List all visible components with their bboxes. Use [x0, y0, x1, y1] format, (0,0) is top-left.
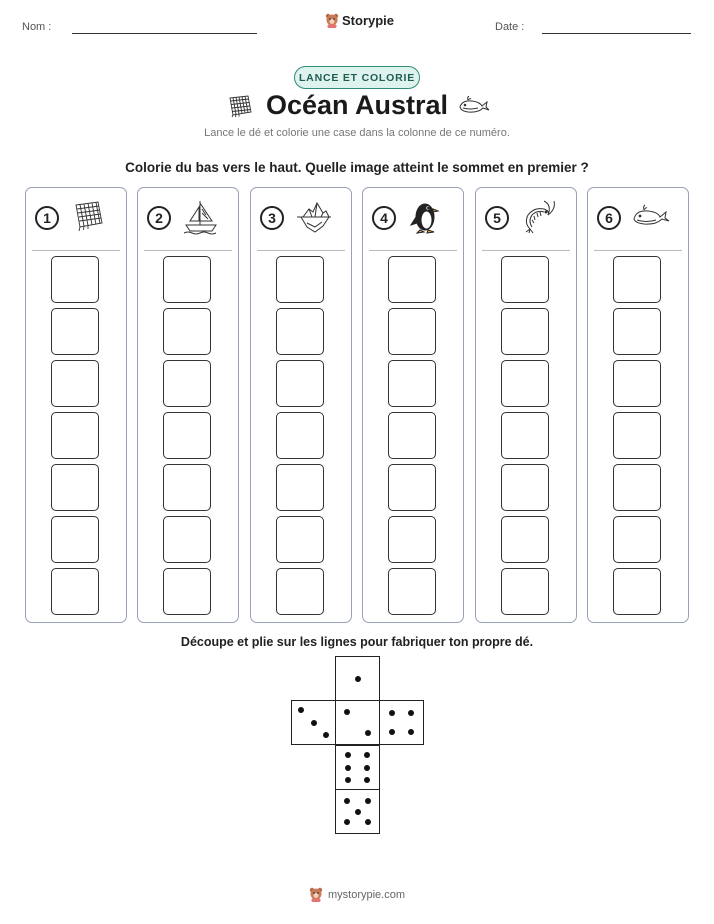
whale-icon [632, 199, 670, 237]
color-box[interactable] [613, 412, 661, 459]
date-label: Date : [495, 21, 525, 33]
color-box[interactable] [51, 412, 99, 459]
color-box[interactable] [276, 308, 324, 355]
column-number: 2 [147, 206, 171, 230]
sailboat-icon [182, 199, 220, 237]
die-pip [355, 809, 361, 815]
penguin-icon [407, 199, 445, 237]
color-box[interactable] [501, 360, 549, 407]
dice-column-1 [25, 187, 127, 623]
bear-logo-icon [325, 13, 339, 28]
color-box[interactable] [51, 516, 99, 563]
color-box[interactable] [51, 360, 99, 407]
color-box[interactable] [276, 568, 324, 615]
shrimp-icon [520, 199, 558, 237]
die-face-6 [335, 745, 380, 790]
color-box[interactable] [613, 360, 661, 407]
color-box[interactable] [613, 308, 661, 355]
color-box[interactable] [163, 308, 211, 355]
color-box[interactable] [276, 256, 324, 303]
fishing-net-icon [70, 199, 108, 237]
die-pip [298, 707, 304, 713]
logo [325, 13, 394, 28]
die-pip [345, 777, 351, 783]
color-box[interactable] [163, 464, 211, 511]
die-pip [408, 729, 414, 735]
die-face-1 [335, 656, 380, 701]
footer [0, 887, 714, 902]
die-pip [365, 730, 371, 736]
column-divider [32, 250, 120, 251]
column-divider [482, 250, 570, 251]
color-box[interactable] [51, 568, 99, 615]
die-instruction: Découpe et plie sur les lignes pour fabriquer ton propre dé. [180, 635, 534, 649]
name-label: Nom : [22, 21, 52, 33]
color-box[interactable] [163, 412, 211, 459]
date-line [542, 33, 691, 34]
column-number: 5 [485, 206, 509, 230]
color-box[interactable] [613, 568, 661, 615]
color-box[interactable] [613, 464, 661, 511]
color-box[interactable] [613, 516, 661, 563]
color-box[interactable] [388, 516, 436, 563]
die-face-5 [335, 789, 380, 834]
dice-column-5 [475, 187, 577, 623]
die-pip [364, 777, 370, 783]
color-box[interactable] [501, 256, 549, 303]
color-box[interactable] [51, 256, 99, 303]
column-number: 3 [260, 206, 284, 230]
die-pip [345, 765, 351, 771]
color-instruction: Colorie du bas vers le haut. Quelle image atteint le sommet en premier ? [125, 160, 589, 175]
column-divider [257, 250, 345, 251]
column-number: 4 [372, 206, 396, 230]
die-pip [355, 676, 361, 682]
die-pip [408, 710, 414, 716]
die-pip [323, 732, 329, 738]
die-pip [311, 720, 317, 726]
color-box[interactable] [388, 568, 436, 615]
color-box[interactable] [276, 464, 324, 511]
dice-column-4 [362, 187, 464, 623]
color-box[interactable] [388, 308, 436, 355]
color-box[interactable] [163, 568, 211, 615]
color-box[interactable] [501, 516, 549, 563]
die-face-4 [379, 700, 424, 745]
color-box[interactable] [501, 412, 549, 459]
whale-icon [458, 96, 490, 116]
color-box[interactable] [501, 308, 549, 355]
die-pip [389, 729, 395, 735]
color-box[interactable] [388, 360, 436, 407]
die-face-2 [335, 700, 380, 745]
die-pip [389, 710, 395, 716]
die-pip [344, 709, 350, 715]
column-divider [594, 250, 682, 251]
column-number: 1 [35, 206, 59, 230]
die-pip [344, 819, 350, 825]
footer-url: mystorypie.com [327, 888, 406, 901]
logo-text: Storypie [342, 13, 395, 28]
dice-column-6 [587, 187, 689, 623]
color-box[interactable] [51, 308, 99, 355]
color-box[interactable] [388, 412, 436, 459]
die-pip [364, 765, 370, 771]
name-line [72, 33, 257, 34]
column-divider [369, 250, 457, 251]
iceberg-icon [295, 199, 333, 237]
die-pip [344, 798, 350, 804]
die-pip [365, 819, 371, 825]
die-face-3 [291, 700, 336, 745]
column-number: 6 [597, 206, 621, 230]
dice-column-3 [250, 187, 352, 623]
color-box[interactable] [276, 360, 324, 407]
color-box[interactable] [163, 360, 211, 407]
dice-column-2 [137, 187, 239, 623]
color-box[interactable] [501, 464, 549, 511]
color-box[interactable] [163, 256, 211, 303]
color-box[interactable] [388, 256, 436, 303]
color-box[interactable] [276, 516, 324, 563]
die-pip [345, 752, 351, 758]
column-divider [144, 250, 232, 251]
page-title: Océan Austral [265, 90, 449, 120]
color-box[interactable] [613, 256, 661, 303]
activity-badge: LANCE ET COLORIE [294, 66, 420, 89]
page-subtitle: Lance le dé et colorie une case dans la colonne de ce numéro. [204, 127, 510, 139]
color-box[interactable] [501, 568, 549, 615]
color-box[interactable] [51, 464, 99, 511]
die-pip [365, 798, 371, 804]
color-box[interactable] [276, 412, 324, 459]
color-box[interactable] [388, 464, 436, 511]
color-box[interactable] [163, 516, 211, 563]
die-pip [364, 752, 370, 758]
bear-logo-icon [309, 887, 323, 902]
